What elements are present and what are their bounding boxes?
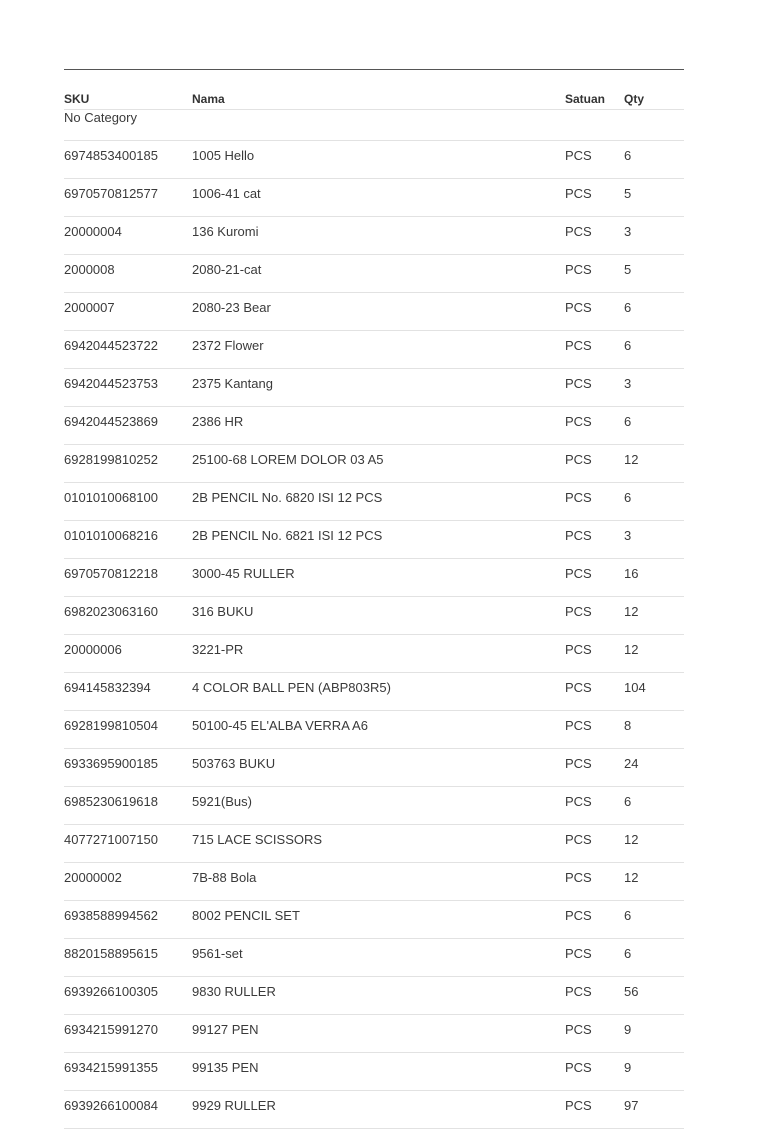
cell-qty: 6 bbox=[624, 787, 684, 825]
cell-sku: 2000008 bbox=[64, 255, 192, 293]
category-label: No Category bbox=[64, 110, 684, 141]
column-header-qty: Qty bbox=[624, 70, 684, 110]
table-row bbox=[64, 559, 684, 597]
cell-qty: 6 bbox=[624, 483, 684, 521]
inventory-report bbox=[64, 69, 684, 1129]
cell-sku: 6970570812218 bbox=[64, 559, 192, 597]
table-header bbox=[64, 70, 684, 110]
table-row bbox=[64, 141, 684, 179]
cell-qty: 5 bbox=[624, 255, 684, 293]
cell-qty: 12 bbox=[624, 863, 684, 901]
cell-nama: 2B PENCIL No. 6821 ISI 12 PCS bbox=[192, 521, 565, 559]
cell-nama: 1006-41 cat bbox=[192, 179, 565, 217]
table-row bbox=[64, 293, 684, 331]
table-row bbox=[64, 825, 684, 863]
cell-sku: 6928199810252 bbox=[64, 445, 192, 483]
header-row bbox=[64, 70, 684, 110]
cell-satuan: PCS bbox=[565, 1015, 624, 1053]
cell-satuan: PCS bbox=[565, 673, 624, 711]
column-header-nama: Nama bbox=[192, 70, 565, 110]
cell-qty: 6 bbox=[624, 331, 684, 369]
inventory-table bbox=[64, 70, 684, 1129]
table-row bbox=[64, 673, 684, 711]
cell-sku: 6934215991270 bbox=[64, 1015, 192, 1053]
cell-satuan: PCS bbox=[565, 445, 624, 483]
cell-qty: 3 bbox=[624, 369, 684, 407]
cell-satuan: PCS bbox=[565, 369, 624, 407]
cell-qty: 12 bbox=[624, 445, 684, 483]
cell-qty: 12 bbox=[624, 825, 684, 863]
cell-sku: 6938588994562 bbox=[64, 901, 192, 939]
table-row bbox=[64, 1053, 684, 1091]
table-row bbox=[64, 711, 684, 749]
table-row bbox=[64, 787, 684, 825]
cell-qty: 3 bbox=[624, 217, 684, 255]
table-row bbox=[64, 635, 684, 673]
cell-qty: 9 bbox=[624, 1015, 684, 1053]
cell-qty: 104 bbox=[624, 673, 684, 711]
cell-nama: 2B PENCIL No. 6820 ISI 12 PCS bbox=[192, 483, 565, 521]
cell-nama: 715 LACE SCISSORS bbox=[192, 825, 565, 863]
cell-qty: 6 bbox=[624, 293, 684, 331]
table-row bbox=[64, 521, 684, 559]
cell-sku: 6985230619618 bbox=[64, 787, 192, 825]
table-row bbox=[64, 407, 684, 445]
cell-sku: 6974853400185 bbox=[64, 141, 192, 179]
cell-sku: 8820158895615 bbox=[64, 939, 192, 977]
column-header-sku: SKU bbox=[64, 70, 192, 110]
cell-satuan: PCS bbox=[565, 559, 624, 597]
cell-nama: 2080-21-cat bbox=[192, 255, 565, 293]
cell-qty: 56 bbox=[624, 977, 684, 1015]
cell-nama: 99127 PEN bbox=[192, 1015, 565, 1053]
cell-nama: 5921(Bus) bbox=[192, 787, 565, 825]
cell-sku: 694145832394 bbox=[64, 673, 192, 711]
cell-sku: 20000002 bbox=[64, 863, 192, 901]
table-row bbox=[64, 1091, 684, 1129]
cell-satuan: PCS bbox=[565, 749, 624, 787]
cell-nama: 316 BUKU bbox=[192, 597, 565, 635]
cell-qty: 8 bbox=[624, 711, 684, 749]
column-header-satuan: Satuan bbox=[565, 70, 624, 110]
cell-qty: 6 bbox=[624, 407, 684, 445]
cell-sku: 6942044523753 bbox=[64, 369, 192, 407]
cell-sku: 0101010068100 bbox=[64, 483, 192, 521]
cell-nama: 8002 PENCIL SET bbox=[192, 901, 565, 939]
cell-nama: 1005 Hello bbox=[192, 141, 565, 179]
cell-satuan: PCS bbox=[565, 711, 624, 749]
cell-satuan: PCS bbox=[565, 597, 624, 635]
cell-qty: 6 bbox=[624, 939, 684, 977]
cell-nama: 2375 Kantang bbox=[192, 369, 565, 407]
cell-sku: 6942044523722 bbox=[64, 331, 192, 369]
cell-satuan: PCS bbox=[565, 939, 624, 977]
cell-satuan: PCS bbox=[565, 863, 624, 901]
cell-satuan: PCS bbox=[565, 483, 624, 521]
cell-nama: 503763 BUKU bbox=[192, 749, 565, 787]
cell-satuan: PCS bbox=[565, 255, 624, 293]
cell-sku: 6934215991355 bbox=[64, 1053, 192, 1091]
cell-sku: 0101010068216 bbox=[64, 521, 192, 559]
cell-qty: 5 bbox=[624, 179, 684, 217]
cell-sku: 6982023063160 bbox=[64, 597, 192, 635]
table-row bbox=[64, 977, 684, 1015]
cell-nama: 7B-88 Bola bbox=[192, 863, 565, 901]
category-row bbox=[64, 110, 684, 141]
cell-nama: 2386 HR bbox=[192, 407, 565, 445]
cell-nama: 2372 Flower bbox=[192, 331, 565, 369]
cell-satuan: PCS bbox=[565, 407, 624, 445]
table-row bbox=[64, 217, 684, 255]
cell-satuan: PCS bbox=[565, 901, 624, 939]
cell-sku: 6928199810504 bbox=[64, 711, 192, 749]
table-row bbox=[64, 863, 684, 901]
cell-qty: 3 bbox=[624, 521, 684, 559]
table-row bbox=[64, 483, 684, 521]
cell-satuan: PCS bbox=[565, 1091, 624, 1129]
cell-qty: 12 bbox=[624, 597, 684, 635]
table-row bbox=[64, 939, 684, 977]
table-body bbox=[64, 110, 684, 1129]
cell-qty: 6 bbox=[624, 901, 684, 939]
cell-nama: 4 COLOR BALL PEN (ABP803R5) bbox=[192, 673, 565, 711]
cell-nama: 50100-45 EL'ALBA VERRA A6 bbox=[192, 711, 565, 749]
cell-sku: 20000004 bbox=[64, 217, 192, 255]
cell-satuan: PCS bbox=[565, 217, 624, 255]
cell-nama: 9561-set bbox=[192, 939, 565, 977]
cell-sku: 6939266100084 bbox=[64, 1091, 192, 1129]
cell-qty: 12 bbox=[624, 635, 684, 673]
table-row bbox=[64, 255, 684, 293]
cell-nama: 2080-23 Bear bbox=[192, 293, 565, 331]
cell-satuan: PCS bbox=[565, 825, 624, 863]
cell-sku: 2000007 bbox=[64, 293, 192, 331]
cell-nama: 25100-68 LOREM DOLOR 03 A5 bbox=[192, 445, 565, 483]
cell-satuan: PCS bbox=[565, 179, 624, 217]
cell-nama: 99135 PEN bbox=[192, 1053, 565, 1091]
cell-satuan: PCS bbox=[565, 141, 624, 179]
cell-qty: 97 bbox=[624, 1091, 684, 1129]
table-row bbox=[64, 179, 684, 217]
cell-sku: 4077271007150 bbox=[64, 825, 192, 863]
cell-satuan: PCS bbox=[565, 787, 624, 825]
table-row bbox=[64, 901, 684, 939]
cell-nama: 3000-45 RULLER bbox=[192, 559, 565, 597]
cell-sku: 6942044523869 bbox=[64, 407, 192, 445]
cell-nama: 9830 RULLER bbox=[192, 977, 565, 1015]
cell-satuan: PCS bbox=[565, 1053, 624, 1091]
cell-sku: 6939266100305 bbox=[64, 977, 192, 1015]
cell-sku: 6933695900185 bbox=[64, 749, 192, 787]
cell-satuan: PCS bbox=[565, 331, 624, 369]
cell-nama: 136 Kuromi bbox=[192, 217, 565, 255]
cell-nama: 9929 RULLER bbox=[192, 1091, 565, 1129]
cell-satuan: PCS bbox=[565, 521, 624, 559]
cell-satuan: PCS bbox=[565, 293, 624, 331]
table-row bbox=[64, 369, 684, 407]
cell-sku: 6970570812577 bbox=[64, 179, 192, 217]
cell-satuan: PCS bbox=[565, 635, 624, 673]
cell-qty: 24 bbox=[624, 749, 684, 787]
cell-qty: 6 bbox=[624, 141, 684, 179]
table-row bbox=[64, 1015, 684, 1053]
table-row bbox=[64, 445, 684, 483]
cell-qty: 9 bbox=[624, 1053, 684, 1091]
cell-satuan: PCS bbox=[565, 977, 624, 1015]
cell-nama: 3221-PR bbox=[192, 635, 565, 673]
table-row bbox=[64, 597, 684, 635]
table-row bbox=[64, 749, 684, 787]
table-row bbox=[64, 331, 684, 369]
cell-qty: 16 bbox=[624, 559, 684, 597]
cell-sku: 20000006 bbox=[64, 635, 192, 673]
